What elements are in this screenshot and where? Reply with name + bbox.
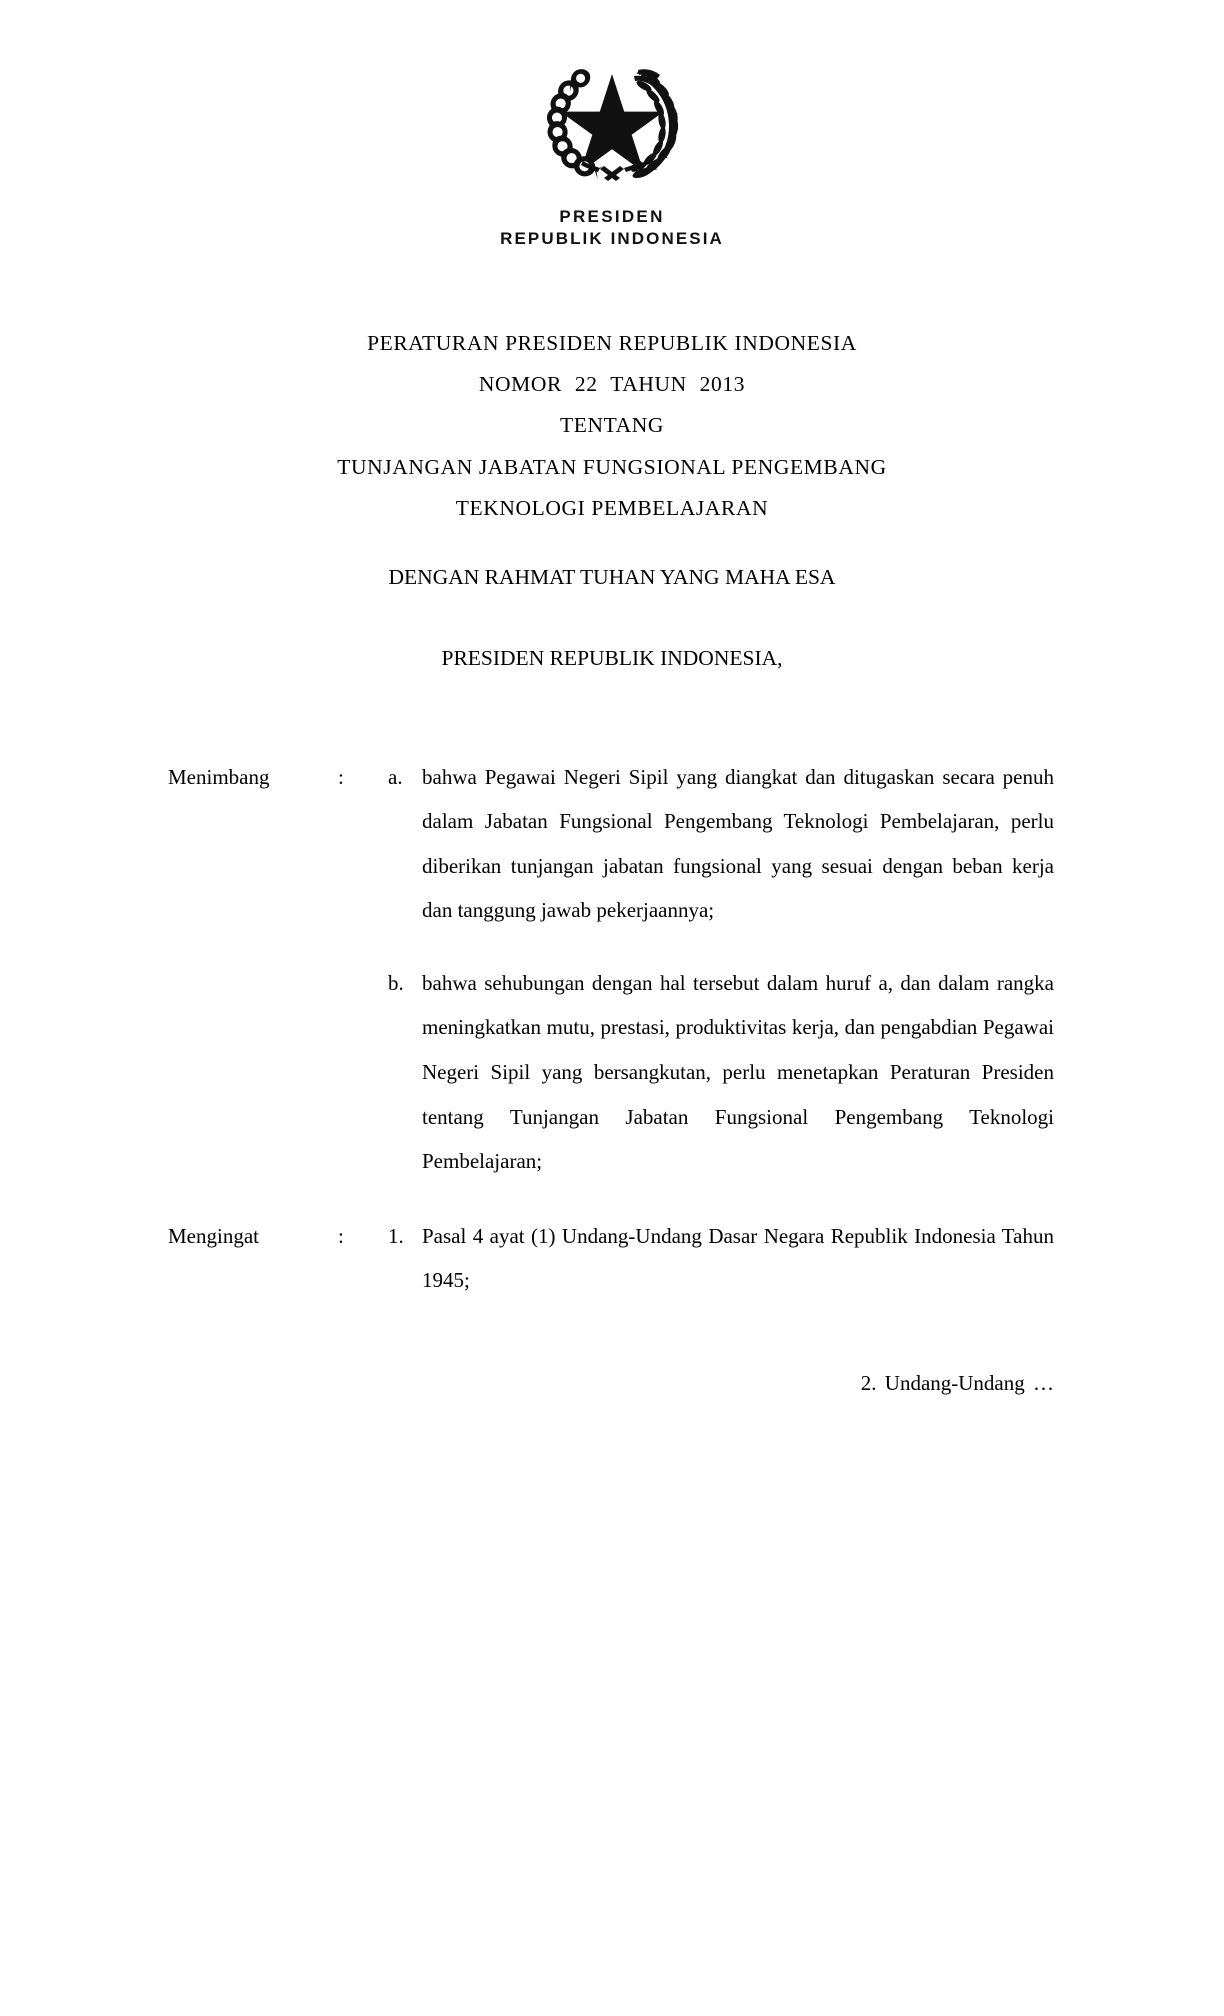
item-text-a: bahwa Pegawai Negeri Sipil yang diangkat dan ditugaskan secara penuh dalam Jabatan Fungsional Pengembang Teknologi Pembelajaran, perlu diberikan tunjangan jabatan fungsional yang sesuai dengan beban kerja dan tanggung jawab pekerjaannya; [422,764,1054,923]
garuda-star-wreath-emblem [512,48,712,198]
title-line-tentang: TENTANG [560,413,664,438]
title-line-subject-1: TUNJANGAN JABATAN FUNGSIONAL PENGEMBANG [337,454,887,479]
catchword-next-item: 2. Undang-Undang … [860,1370,1054,1395]
title-line-nomor: NOMOR 22 TAHUN 2013 [478,372,746,397]
list-item [388,1214,1054,1303]
clause-items-menimbang [388,755,1054,1184]
clause-items-mengingat [388,1214,1054,1303]
item-marker-1: 1. [388,1223,404,1248]
letterhead-line-presiden: PRESIDEN [559,207,665,226]
letterhead-text [500,206,724,251]
spacer-after-title [0,529,1224,557]
letterhead [0,0,1224,251]
clause-list [0,755,1224,1303]
list-item [388,755,1054,933]
item-text-1: Pasal 4 ayat (1) Undang-Undang Dasar Negara Republik Indonesia Tahun 1945; [422,1223,1054,1293]
creed-line: DENGAN RAHMAT TUHAN YANG MAHA ESA [388,565,836,590]
clause-menimbang [168,755,1054,1184]
signer-line: PRESIDEN REPUBLIK INDONESIA, [441,646,783,671]
list-item [388,961,1054,1184]
item-marker-b: b. [388,970,404,995]
clause-label-mengingat: Mengingat [168,1223,259,1248]
clause-label-menimbang: Menimbang [168,764,270,789]
item-marker-a: a. [388,764,403,789]
spacer-after-creed [0,598,1224,638]
title-line-peraturan: PERATURAN PRESIDEN REPUBLIK INDONESIA [367,330,857,355]
clause-mengingat [168,1214,1054,1303]
clause-colon-mengingat: : [338,1223,344,1248]
title-block [0,323,1224,529]
title-line-subject-2: TEKNOLOGI PEMBELAJARAN [455,495,769,520]
item-text-b: bahwa sehubungan dengan hal tersebut dalam huruf a, dan dalam rangka meningkatkan mutu, prestasi, produktivitas kerja, dan pengabdian Pegawai Negeri Sipil yang bersangkutan, perlu menetapkan Peraturan Presiden tentang Tunjangan Jabatan Fungsional Pengembang Teknologi Pembelajaran; [422,970,1054,1174]
clause-colon-menimbang: : [338,764,344,789]
letterhead-line-republik-indonesia: REPUBLIK INDONESIA [500,229,724,249]
